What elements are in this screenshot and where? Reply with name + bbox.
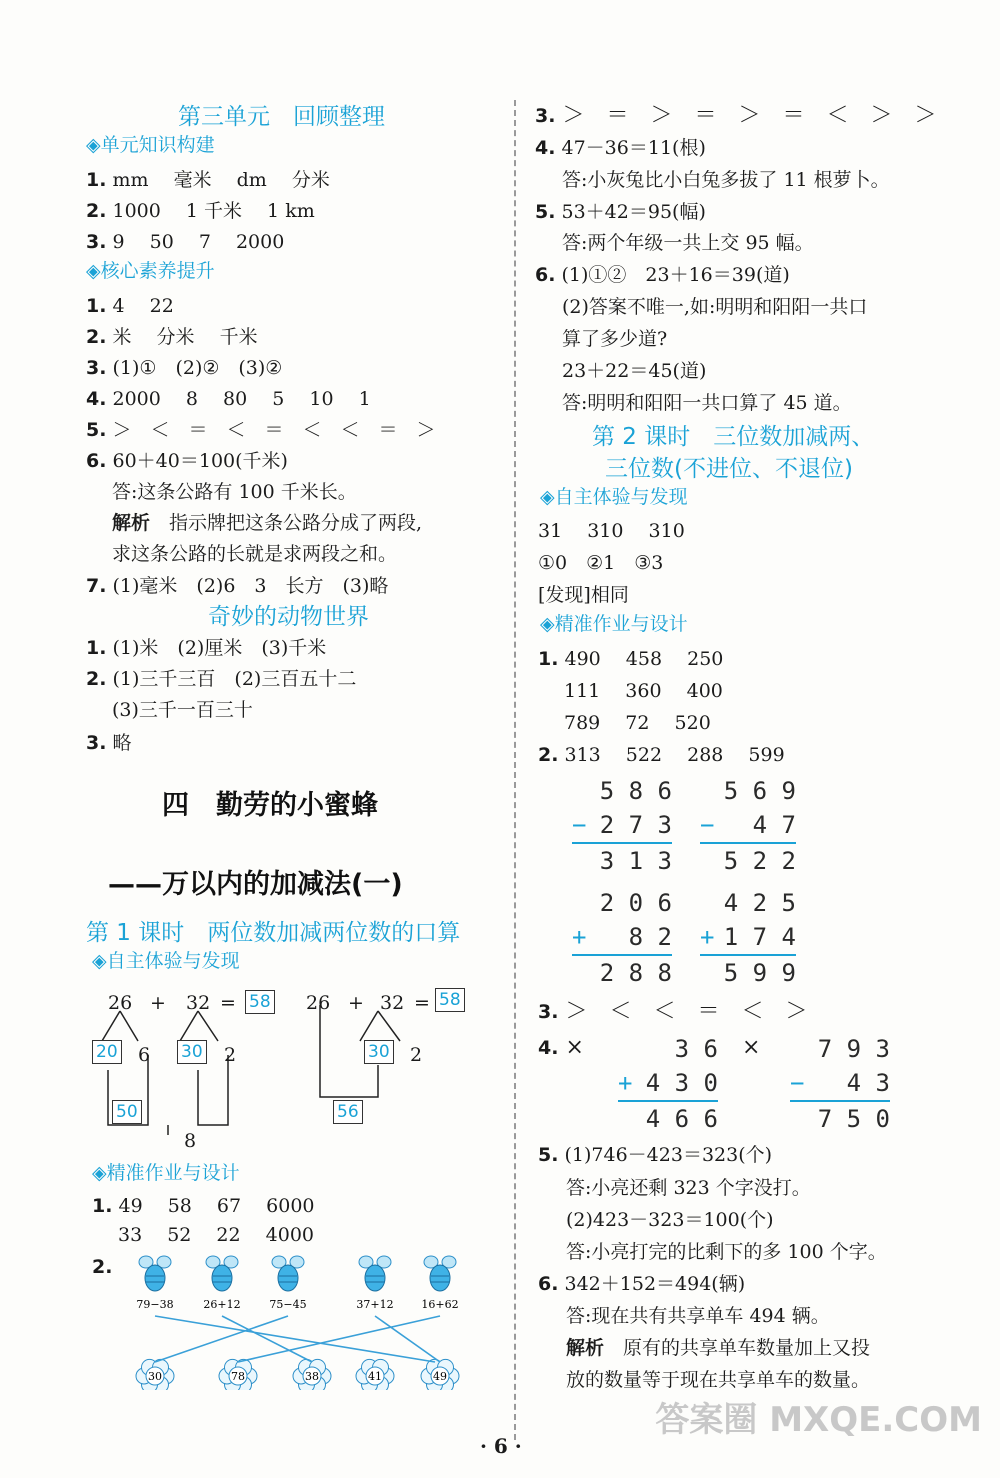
flower-number: 30 [148, 1370, 162, 1383]
section-header: ◈单元知识构建 [86, 134, 215, 156]
answer-line: 3. ＞ ＜ ＜ ＝ ＜ ＞ [538, 999, 808, 1024]
answer-box: 50 [112, 1100, 142, 1124]
lesson-title: 三位数(不进位、不退位) [605, 456, 853, 482]
answer-line: 4. × [538, 1035, 584, 1060]
answer-line: 111 360 400 [564, 680, 723, 702]
flower-number: 78 [231, 1370, 245, 1383]
answer-line: 算了多少道? [562, 328, 668, 350]
answer-line: × [742, 1035, 761, 1060]
diagram-operator: + [348, 992, 364, 1014]
analysis-line: 放的数量等于现在共享单车的数量。 [566, 1369, 871, 1391]
section-header: ◈自主体验与发现 [540, 486, 688, 508]
answer-line: 答:两个年级一共上交 95 幅。 [562, 232, 814, 254]
answer-line: (2)423－323＝100(个) [566, 1209, 774, 1231]
answer-line: 33 52 22 4000 [118, 1224, 315, 1246]
bee-icon [139, 1256, 171, 1291]
answer-line: 答:现在共有共享单车 494 辆。 [566, 1305, 830, 1327]
answer-line: 3. 略 [86, 732, 132, 754]
watermark-logo: 答案圈 MXQE.COM [655, 1400, 982, 1440]
answer-line: 789 72 520 [564, 712, 711, 734]
chapter-title: 四 勤劳的小蜜蜂 [162, 790, 378, 821]
diagram-number: 26 [108, 992, 133, 1014]
lesson-title: 第 2 课时 三位数加减两、 [592, 424, 875, 450]
bee-icon [359, 1256, 391, 1291]
answer-line: 答:这条公路有 100 千米长。 [112, 481, 357, 503]
section-header: ◈精准作业与设计 [540, 613, 688, 635]
answer-line: [发现]相同 [538, 584, 629, 606]
diagram-number: 32 [186, 992, 211, 1014]
chapter-subtitle: ——万以内的加减法(一) [108, 869, 403, 900]
bee-icon [272, 1256, 304, 1291]
answer-line: 6. 342＋152＝494(辆) [538, 1273, 746, 1295]
analysis-line: 解析 原有的共享单车数量加上又投 [566, 1337, 871, 1359]
bee-expression: 37+12 [356, 1298, 394, 1311]
answer-line: 答:小亮还剩 323 个字没打。 [566, 1177, 811, 1199]
lesson-title: 第 1 课时 两位数加减两位数的口算 [86, 920, 461, 946]
answer-line: 1. 490 458 250 [538, 648, 724, 670]
section-header: ◈精准作业与设计 [92, 1162, 240, 1184]
answer-line: 1. 4 22 [86, 295, 174, 317]
answer-line: 答:小灰兔比小白兔多拔了 11 根萝卜。 [562, 169, 890, 191]
answer-line: 2. 313 522 288 599 [538, 744, 785, 766]
answer-line: 4. 47－36＝11(根) [535, 137, 706, 159]
answer-box: 30 [364, 1040, 394, 1064]
vertical-calculation: 5 6 9 − 4 7 5 2 2 [700, 774, 796, 878]
answer-line: 1. (1)米 (2)厘米 (3)千米 [86, 637, 327, 659]
answer-line: 6. 60＋40＝100(千米) [86, 450, 288, 472]
bee-expression: 16+62 [421, 1298, 459, 1311]
answer-line: 2. 米 分米 千米 [86, 326, 258, 348]
answer-line: 3. (1)① (2)② (3)② [86, 357, 283, 379]
section-title: 奇妙的动物世界 [208, 604, 369, 630]
vertical-calculation: 2 0 6 + 8 2 2 8 8 [572, 886, 672, 990]
flower-number: 38 [305, 1370, 319, 1383]
answer-box: 58 [435, 988, 465, 1012]
vertical-calculation: 4 2 5 + 1 7 4 5 9 9 [700, 886, 796, 990]
flower-number: 49 [433, 1370, 447, 1383]
answer-box: 20 [92, 1040, 122, 1064]
answer-line: 23＋22＝45(道) [562, 360, 707, 382]
column-divider [514, 100, 516, 1440]
bee-flower-match [110, 1250, 490, 1390]
section-header: ◈核心素养提升 [86, 260, 215, 282]
answer-line: ①0 ②1 ③3 [538, 552, 664, 574]
unit-title: 第三单元 回顾整理 [178, 104, 385, 130]
answer-line: 5. 53＋42＝95(幅) [535, 201, 706, 223]
answer-line: 2. [92, 1256, 113, 1278]
diagram-number: 6 [138, 1044, 151, 1066]
diagram-number: 32 [380, 992, 405, 1014]
answer-line: 2. (1)三千三百 (2)三百五十二 [86, 668, 357, 690]
bee-icon [206, 1256, 238, 1291]
answer-line: 3. 9 50 7 2000 [86, 231, 285, 253]
answer-box: 56 [333, 1100, 363, 1124]
diagram-number: 2 [224, 1044, 237, 1066]
answer-line: 5. ＞ ＜ ＝ ＜ ＝ ＜ ＜ ＝ ＞ [86, 419, 436, 441]
answer-line: 答:明明和阳阳一共口算了 45 道。 [562, 392, 852, 414]
analysis-line: 求这条公路的长就是求两段之和。 [112, 543, 398, 565]
vertical-calculation: 3 6 + 4 3 0 4 6 6 [618, 1032, 718, 1136]
diagram-equals: = [220, 992, 236, 1014]
answer-line: (3)三千一百三十 [112, 699, 253, 721]
diagram-number: 8 [184, 1130, 197, 1152]
answer-box: 58 [245, 990, 275, 1014]
flower-number: 41 [368, 1370, 382, 1383]
answer-line: 5. (1)746－423＝323(个) [538, 1144, 773, 1166]
analysis-line: 解析 指示牌把这条公路分成了两段, [112, 512, 423, 534]
section-header: ◈自主体验与发现 [92, 950, 240, 972]
answer-line: 6. (1)①② 23＋16＝39(道) [535, 264, 790, 286]
diagram-equals: = [414, 992, 430, 1014]
answer-line: 3. ＞ ＝ ＞ ＝ ＞ ＝ ＜ ＞ ＞ [535, 103, 937, 128]
answer-line: 1. 49 58 67 6000 [92, 1195, 315, 1217]
answer-box: 30 [177, 1040, 207, 1064]
answer-line: 1. mm 毫米 dm 分米 [86, 169, 330, 191]
answer-line: 4. 2000 8 80 5 10 1 [86, 388, 371, 410]
bee-expression: 79−38 [136, 1298, 174, 1311]
answer-line: (2)答案不唯一,如:明明和阳阳一共口 [562, 296, 868, 318]
diagram-number: 26 [306, 992, 331, 1014]
answer-line: 2. 1000 1 千米 1 km [86, 200, 315, 222]
diagram-operator: + [150, 992, 166, 1014]
answer-line: 31 310 310 [538, 520, 685, 542]
vertical-calculation: 7 9 3 − 4 3 7 5 0 [790, 1032, 890, 1136]
page-number: · 6 · [480, 1434, 522, 1458]
answer-line: 答:小亮打完的比剩下的多 100 个字。 [566, 1241, 887, 1263]
answer-line: 7. (1)毫米 (2)6 3 长方 (3)略 [86, 575, 389, 597]
bee-expression: 75−45 [269, 1298, 307, 1311]
bee-icon [424, 1256, 456, 1291]
vertical-calculation: 5 8 6 − 2 7 3 3 1 3 [572, 774, 672, 878]
bee-expression: 26+12 [203, 1298, 241, 1311]
diagram-number: 2 [410, 1044, 423, 1066]
